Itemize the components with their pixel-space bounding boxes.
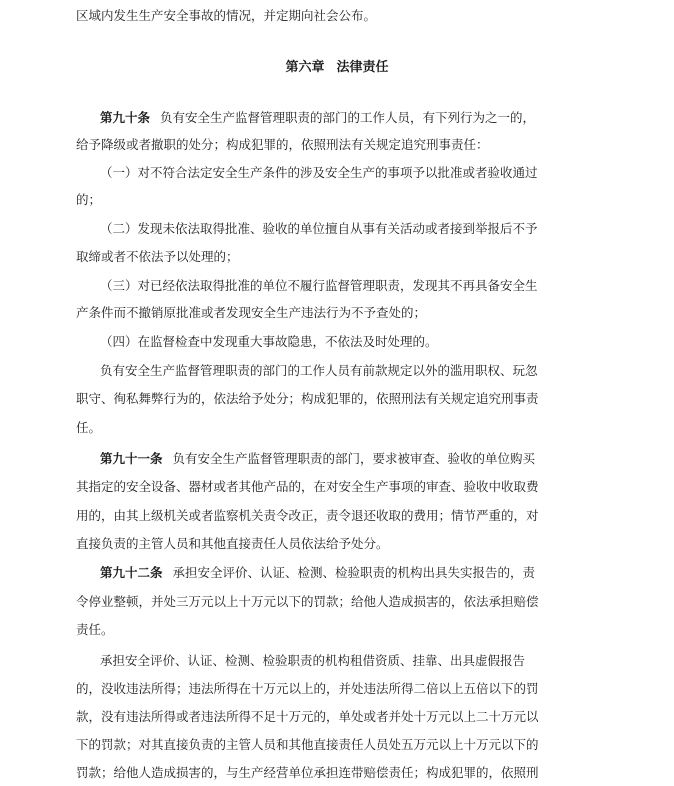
article-90-item-1: （一）对不符合法定安全生产条件的涉及安全生产的事项予以批准或者验收通过 [100,165,538,180]
article-92-para-2-line-2: 的，没收违法所得；违法所得在十万元以上的，并处违法所得二倍以上五倍以下的罚 [76,681,539,696]
article-92-text: 承担安全评价、认证、检测、检验职责的机构出具失实报告的，责 [172,565,536,580]
article-92-line-2: 令停业整顿，并处三万元以上十万元以下的罚款；给他人造成损害的，依法承担赔偿 [76,594,539,609]
article-90-item-3: （三）对已经依法取得批准的单位不履行监督管理职责，发现其不再具备安全生 [100,278,538,293]
article-92-para-2-line-1: 承担安全评价、认证、检测、检验职责的机构租借资质、挂靠、出具虚假报告 [100,653,526,668]
article-91-line-4: 直接负责的主管人员和其他直接责任人员依法给予处分。 [76,536,389,551]
article-90-para-2-line-2: 职守、徇私舞弊行为的，依法给予处分；构成犯罪的，依照刑法有关规定追究刑事责 [76,391,539,406]
article-90-item-2-cont: 取缔或者不依法予以处理的； [76,249,239,264]
article-92-para-2-line-4: 下的罚款；对其直接负责的主管人员和其他直接责任人员处五万元以上十万元以下的 [76,737,539,752]
top-line: 区域内发生生产安全事故的情况，并定期向社会公布。 [76,8,377,23]
article-90-label: 第九十条 [100,110,151,125]
article-92-line-1 [100,563,535,583]
article-90-item-2: （二）发现未依法取得批准、验收的单位擅自从事有关活动或者接到举报后不予 [100,221,538,236]
article-91-line-3: 用的，由其上级机关或者监察机关责令改正，责令退还收取的费用；情节严重的，对 [76,508,539,523]
article-92-para-2-line-5: 罚款；给他人造成损害的，与生产经营单位承担连带赔偿责任；构成犯罪的，依照刑 [76,765,539,780]
article-90-item-1-cont: 的； [76,192,102,207]
article-91-line-1 [100,449,535,469]
article-91-label: 第九十一条 [100,451,163,466]
article-90-para-2-line-3: 任。 [76,420,102,435]
article-90-line-2: 给予降级或者撤职的处分；构成犯罪的，依照刑法有关规定追究刑事责任： [76,137,489,152]
article-90-para-2-line-1: 负有安全生产监督管理职责的部门的工作人员有前款规定以外的滥用职权、玩忽 [100,363,538,378]
article-91-line-2: 其指定的安全设备、器材或者其他产品的，在对安全生产事项的审查、验收中收取费 [76,479,539,494]
article-91-text: 负有安全生产监督管理职责的部门，要求被审查、验收的单位购买 [172,451,536,466]
article-90-item-3-cont: 产条件而不撤销原批准或者发现安全生产违法行为不予查处的； [76,305,427,320]
article-92-line-3: 责任。 [76,622,114,637]
chapter-title: 法律责任 [336,60,389,75]
chapter-number: 第六章 [285,60,325,75]
article-90-line-1 [100,108,535,128]
chapter-heading [0,58,674,78]
article-92-para-2-line-3: 款，没有违法所得或者违法所得不足十万元的，单处或者并处十万元以上二十万元以 [76,709,539,724]
article-90-text: 负有安全生产监督管理职责的部门的工作人员，有下列行为之一的， [160,110,536,125]
article-92-label: 第九十二条 [100,565,163,580]
article-90-item-4: （四）在监督检查中发现重大事故隐患，不依法及时处理的。 [100,334,438,349]
